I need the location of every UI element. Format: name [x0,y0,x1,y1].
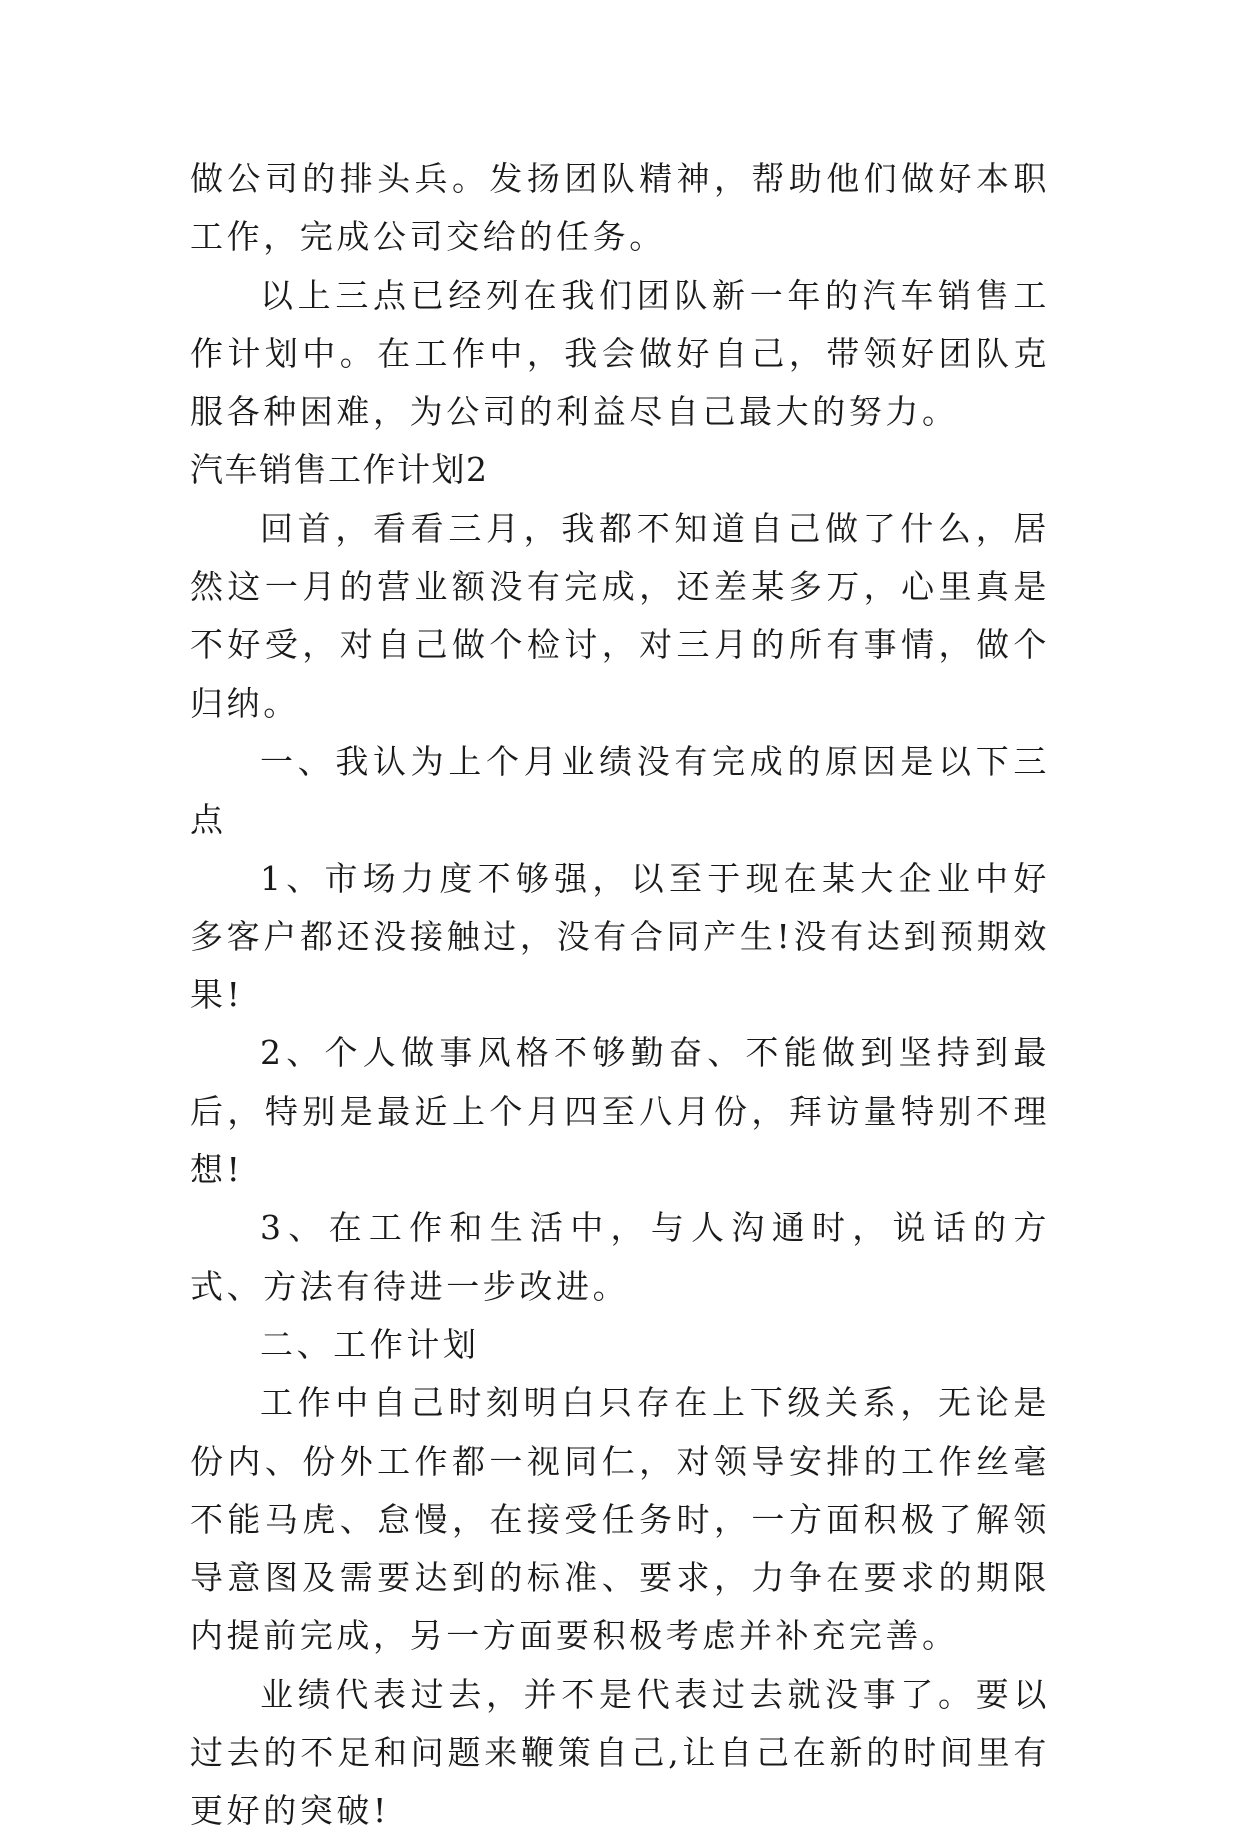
paragraph-review: 回首，看看三月，我都不知道自己做了什么，居然这一月的营业额没有完成，还差某多万，心里真是不好受，对自己做个检讨，对三月的所有事情，做个归纳。 [190,508,1050,723]
paragraph-closing: 业绩代表过去，并不是代表过去就没事了。要以过去的不足和问题来鞭策自己,让自己在新的时间里有更好的突破! [190,1674,1050,1831]
document-page [190,150,1050,1841]
paragraph-plan-body: 工作中自己时刻明白只存在上下级关系，无论是份内、份外工作都一视同仁，对领导安排的工作丝毫不能马虎、怠慢，在接受任务时，一方面积极了解领导意图及需要达到的标准、要求，力争在要求的期限内提前完成，另一方面要积极考虑并补充完善。 [190,1383,1050,1656]
paragraph-continuation: 做公司的排头兵。发扬团队精神，帮助他们做好本职工作，完成公司交给的任务。 [190,159,1050,257]
paragraph-reason-3: 3、在工作和生活中，与人沟通时，说话的方式、方法有待进一步改进。 [190,1208,1050,1306]
paragraph-reason-2: 2、个人做事风格不够勤奋、不能做到坚持到最后，特别是最近上个月四至八月份，拜访量特别不理想! [190,1033,1050,1190]
paragraph-summary: 以上三点已经列在我们团队新一年的汽车销售工作计划中。在工作中，我会做好自己，带领好团队克服各种困难，为公司的利益尽自己最大的努力。 [190,275,1050,432]
paragraph-reason-1: 1、市场力度不够强，以至于现在某大企业中好多客户都还没接触过，没有合同产生!没有达到预期效果! [190,858,1050,1015]
paragraph-plan-heading: 二、工作计划 [260,1324,480,1364]
paragraph-reasons-heading: 一、我认为上个月业绩没有完成的原因是以下三点 [190,741,1050,840]
section-heading: 汽车销售工作计划2 [190,450,489,490]
